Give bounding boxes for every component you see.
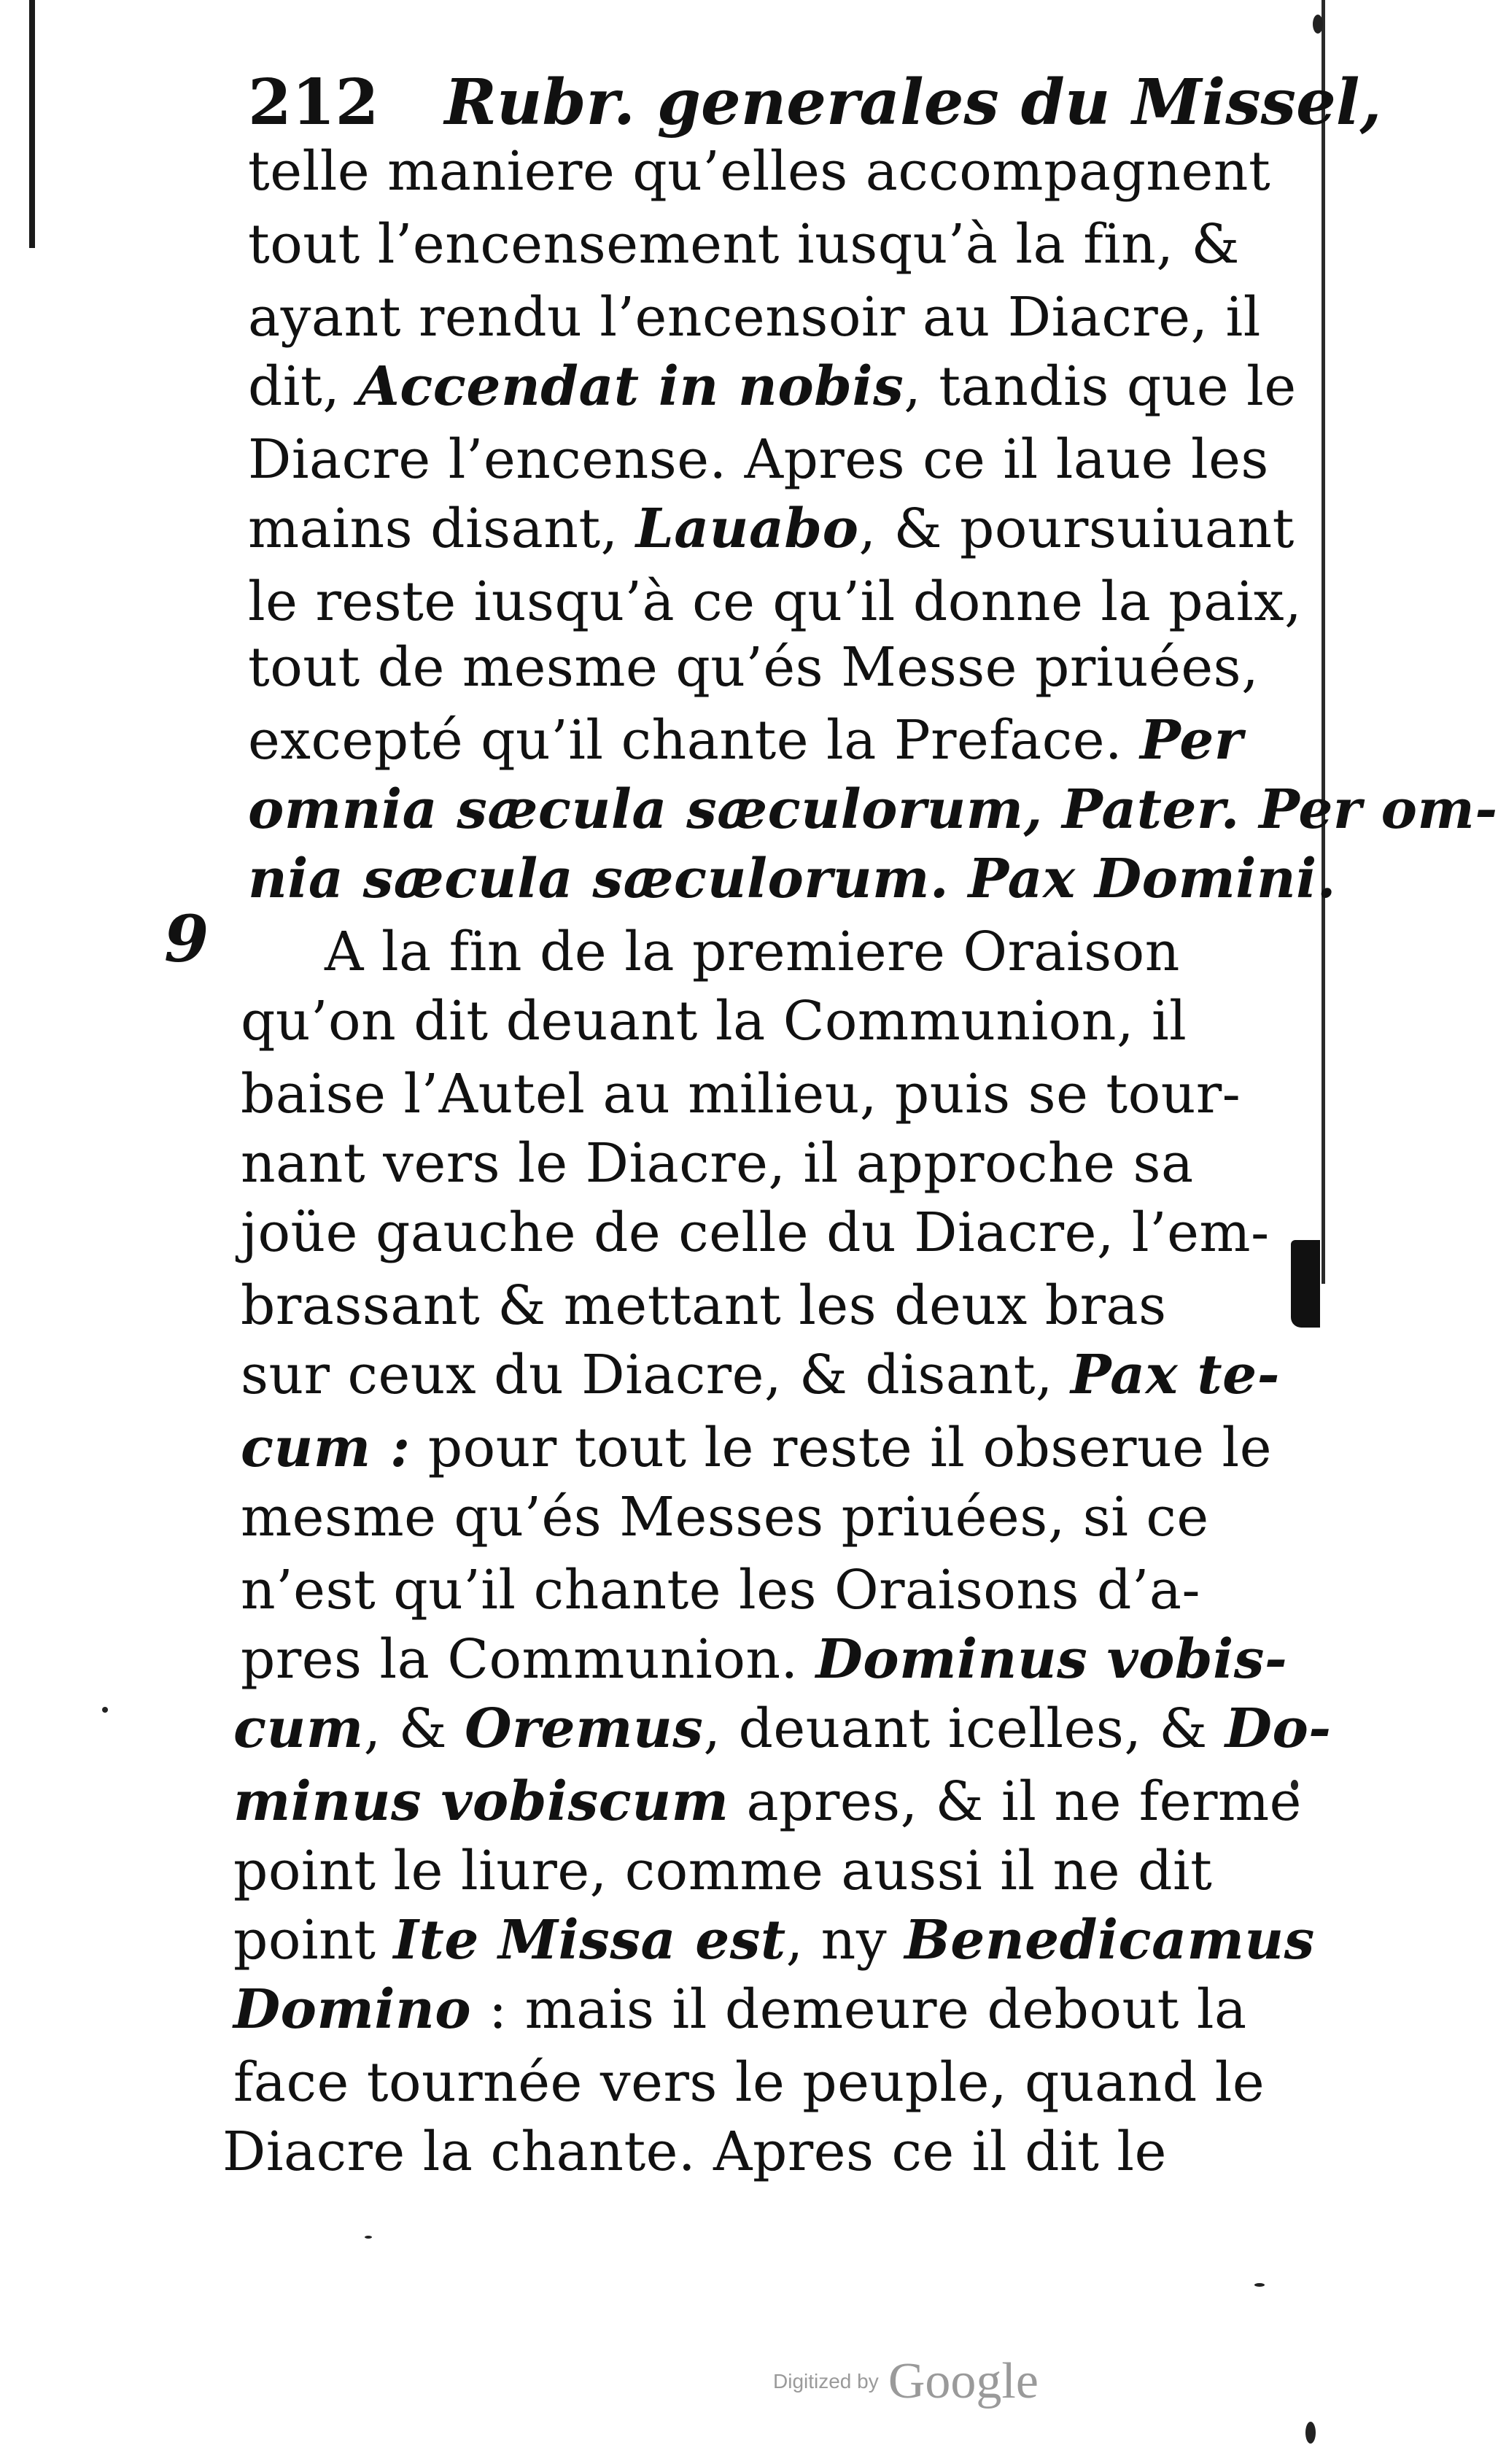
text-segment: sur ceux du Diacre, & disant,: [241, 1344, 1071, 1406]
text-segment: A la fin de la premiere Oraison: [325, 921, 1180, 983]
text-line: [241, 1058, 1241, 1131]
text-line: [233, 1904, 1315, 1977]
italic-text-segment: minus vobiscum: [233, 1770, 729, 1833]
text-line: [241, 1411, 1272, 1484]
text-line: [233, 1973, 1247, 2046]
text-segment: brassant & mettant les deux bras: [241, 1274, 1167, 1337]
text-segment: point: [233, 1909, 394, 1972]
ink-speck: [102, 1707, 108, 1713]
text-segment: n’est qu’il chante les Oraisons d’a-: [241, 1559, 1201, 1622]
ink-speck: [365, 2236, 372, 2239]
text-segment: tout de mesme qu’és Messe priuées,: [248, 636, 1260, 699]
page-number: 212: [248, 66, 379, 139]
text-line: [241, 1481, 1209, 1554]
text-segment: joüe gauche de celle du Diacre, l’em-: [241, 1201, 1270, 1264]
text-line: [248, 773, 1498, 846]
text-line: [248, 565, 1302, 638]
italic-text-segment: Lauabo: [635, 497, 859, 560]
page-edge-right: [1322, 0, 1325, 1284]
page-header: [248, 66, 1382, 146]
italic-text-segment: Dominus vobis-: [815, 1628, 1288, 1691]
text-line: [248, 350, 1297, 423]
text-segment: , tandis que le: [904, 355, 1297, 418]
google-logo: Google: [888, 2353, 1039, 2409]
ink-speck: [1305, 2422, 1316, 2444]
running-title: Rubr. generales du Missel,: [444, 66, 1382, 139]
page-edge-notch: [1291, 1240, 1320, 1328]
text-segment: mesme qu’és Messes priuées, si ce: [241, 1486, 1209, 1549]
watermark-prefix: Digitized by: [773, 2370, 879, 2393]
text-segment: pres la Communion.: [241, 1628, 816, 1691]
italic-text-segment: nia sæcula sæculorum. Pax Domini.: [248, 848, 1337, 910]
text-line: [241, 1196, 1270, 1269]
text-segment: , ny: [785, 1909, 905, 1972]
text-segment: Diacre l’encense. Apres ce il laue les: [248, 428, 1269, 491]
text-line: [241, 1338, 1280, 1411]
text-line: [241, 1127, 1194, 1200]
ink-speck: [1254, 2283, 1265, 2287]
text-line: [248, 208, 1240, 281]
italic-text-segment: Domino: [233, 1978, 472, 2041]
italic-text-segment: Oremus: [465, 1697, 704, 1760]
text-line: [241, 1623, 1287, 1696]
text-segment: baise l’Autel au milieu, puis se tour-: [241, 1063, 1241, 1126]
text-segment: : mais il demeure debout la: [471, 1978, 1247, 2041]
text-line: [248, 704, 1243, 777]
text-segment: , deuant icelles, &: [703, 1697, 1225, 1760]
google-watermark: [773, 2352, 1039, 2409]
text-line: [241, 985, 1187, 1058]
text-segment: nant vers le Diacre, il approche sa: [241, 1132, 1194, 1195]
ink-speck: [1313, 15, 1323, 34]
text-line: [233, 1765, 1302, 1838]
italic-text-segment: cum: [233, 1697, 364, 1760]
text-segment: le reste iusqu’à ce qu’il donne la paix,: [248, 570, 1303, 633]
text-line: [248, 842, 1336, 915]
text-line: [241, 1269, 1167, 1342]
text-line: [248, 423, 1269, 496]
text-segment: apres, & il ne ferme: [729, 1770, 1302, 1833]
text-segment: , &: [363, 1697, 465, 1760]
italic-text-segment: Benedicamus: [904, 1909, 1315, 1972]
text-line: [248, 631, 1259, 704]
text-segment: dit,: [248, 355, 358, 418]
text-segment: face tournée vers le peuple, quand le: [233, 2051, 1265, 2114]
italic-text-segment: Do-: [1225, 1697, 1332, 1760]
text-segment: excepté qu’il chante la Preface.: [248, 709, 1141, 772]
italic-text-segment: Pax te-: [1070, 1344, 1280, 1406]
text-segment: mains disant,: [248, 497, 636, 560]
text-line: [233, 1835, 1212, 1907]
text-line: [248, 281, 1261, 354]
text-line: [241, 1554, 1200, 1627]
italic-text-segment: Per: [1140, 709, 1243, 772]
verse-number: 9: [164, 901, 209, 977]
text-segment: ayant rendu l’encensoir au Diacre, il: [248, 286, 1261, 349]
italic-text-segment: cum :: [241, 1417, 411, 1479]
text-line: [233, 1692, 1332, 1765]
text-segment: , & poursuiuant: [858, 497, 1295, 560]
italic-text-segment: omnia sæcula sæculorum, Pater. Per om-: [248, 778, 1498, 841]
italic-text-segment: Ite Missa est: [393, 1909, 786, 1972]
text-line: [325, 915, 1180, 988]
text-segment: telle maniere qu’elles accompagnent: [248, 140, 1271, 203]
text-segment: Diacre la chante. Apres ce il dit le: [222, 2120, 1167, 2183]
text-segment: point le liure, comme aussi il ne dit: [233, 1840, 1213, 1902]
text-line: [222, 2115, 1167, 2188]
text-segment: tout l’encensement iusqu’à la fin, &: [248, 213, 1240, 276]
page-edge-left: [29, 0, 35, 248]
text-segment: qu’on dit deuant la Communion, il: [241, 990, 1187, 1053]
text-line: [248, 492, 1295, 565]
text-line: [233, 2046, 1265, 2119]
text-segment: pour tout le reste il obserue le: [410, 1417, 1272, 1479]
italic-text-segment: Accendat in nobis: [357, 355, 904, 418]
text-line: [248, 135, 1270, 208]
